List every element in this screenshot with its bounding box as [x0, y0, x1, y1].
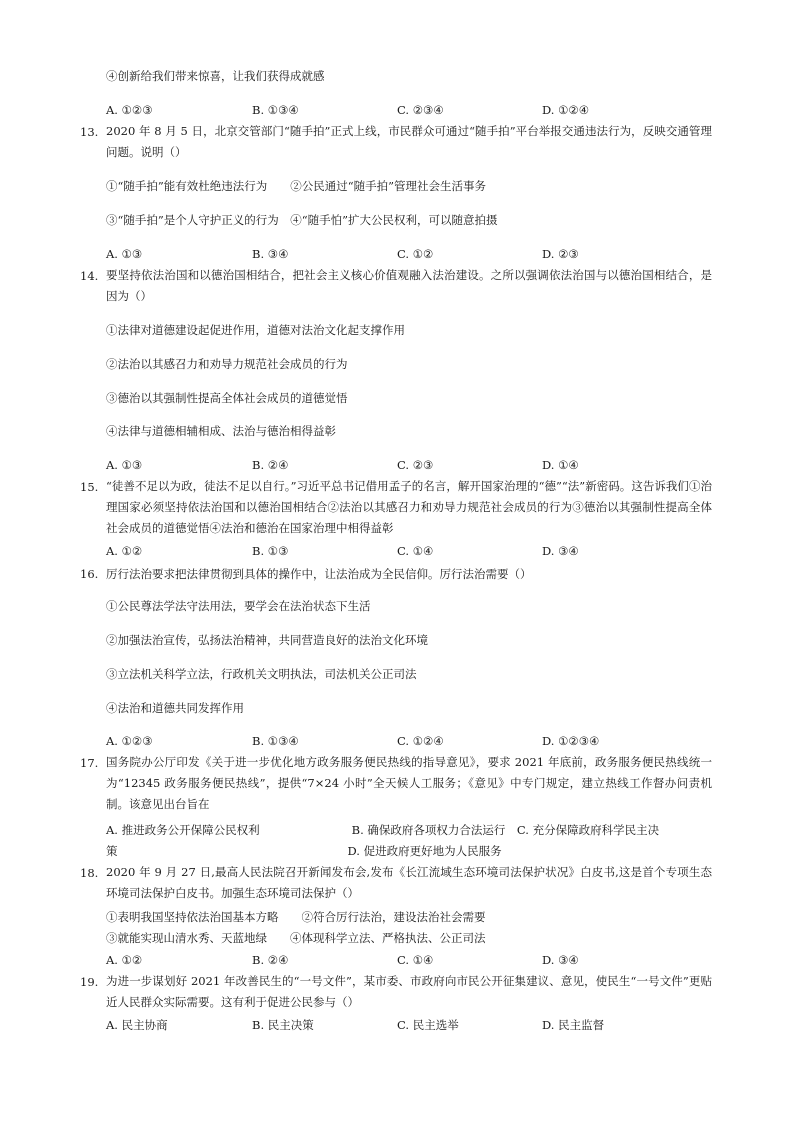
q16-item-4: ④法治和道德共同发挥作用: [106, 701, 244, 715]
q13-items-line-1: ①“随手拍”能有效杜绝违法行为 ②公民通过“随手拍”管理社会生活事务: [106, 179, 487, 193]
q13-stem: 2020 年 8 月 5 日，北京交管部门“随手拍”正式上线，市民群众可通过“随手拍”平台举报交通违法行为，反映交通管理问题。说明（）: [106, 124, 712, 159]
q19-option-b: B. 民主决策: [252, 1018, 314, 1032]
q16-number: 16.: [80, 567, 99, 581]
q14-item-4: ④法律与道德相辅相成、法治与德治相得益彰: [106, 424, 336, 438]
q16-option-a: A. ①②③: [106, 734, 153, 748]
q17-options-line-1: A. 推进政务公开保障公民权利 B. 确保政府各项权力合法运行 C. 充分保障政府科学民主决: [106, 823, 660, 837]
q13-options: [106, 246, 712, 262]
q17-number: 17.: [80, 756, 99, 770]
q12-options: [106, 102, 712, 118]
q16-option-d: D. ①②③④: [542, 734, 600, 748]
q13-number: 13.: [80, 125, 99, 139]
q18-option-b: B. ②④: [252, 953, 289, 967]
q19-options: [106, 1017, 712, 1033]
q13-option-a: A. ①③: [106, 247, 143, 261]
q14-option-a: A. ①③: [106, 458, 143, 472]
q17-options-line-2: 策 D. 促进政府更好地为人民服务: [106, 844, 502, 858]
q16-item-1: ①公民尊法学法守法用法，要学会在法治状态下生活: [106, 599, 371, 613]
q12-option-c: C. ②③④: [397, 103, 444, 117]
q14-options: [106, 457, 712, 473]
q14-item-3: ③德治以其强制性提高全体社会成员的道德觉悟: [106, 391, 348, 405]
q18-option-c: C. ①④: [397, 953, 434, 967]
q16-item-2: ②加强法治宣传，弘扬法治精神，共同营造良好的法治文化环境: [106, 633, 428, 647]
q13-items-line-2: ③“随手拍”是个人守护正义的行为 ④“随手怕”扩大公民权利，可以随意拍摄: [106, 213, 498, 227]
q17-stem: 国务院办公厅印发《关于进一步优化地方政务服务便民热线的指导意见》，要求 2021 年底前，政务服务便民热线统一为“12345 政务服务便民热线”，提供“7×24 小时”全天候人工服务；《意见》中专门规定，建立热线工作督办问责机制。该意见出台旨在: [106, 755, 712, 811]
q13-option-b: B. ③④: [252, 247, 289, 261]
q15-option-b: B. ①③: [252, 544, 289, 558]
q19-stem: 为进一步谋划好 2021 年改善民生的“一号文件”，某市委、市政府向市民公开征集建议、意见，使民生“一号文件”更贴近人民群众实际需要。这有利于促进公民参与（）: [106, 974, 712, 1009]
q14-item-2: ②法治以其感召力和劝导力规范社会成员的行为: [106, 357, 348, 371]
q18-items-line-1: ①表明我国坚持依法治国基本方略 ②符合厉行法治，建设法治社会需要: [106, 910, 486, 924]
q19-number: 19.: [80, 975, 99, 989]
q14-number: 14.: [80, 269, 99, 283]
q15-option-c: C. ①④: [397, 544, 434, 558]
q18-option-d: D. ③④: [542, 953, 579, 967]
q16-stem: 厉行法治要求把法律贯彻到具体的操作中，让法治成为全民信仰。厉行法治需要（）: [106, 567, 532, 581]
q15-option-d: D. ③④: [542, 544, 579, 558]
q12-item-4: ④创新给我们带来惊喜，让我们获得成就感: [106, 69, 325, 83]
q19-option-c: C. 民主选举: [397, 1018, 459, 1032]
q12-option-b: B. ①③④: [252, 103, 299, 117]
q16-item-3: ③立法机关科学立法，行政机关文明执法，司法机关公正司法: [106, 667, 417, 681]
q13-option-c: C. ①②: [397, 247, 434, 261]
q18-option-a: A. ①②: [106, 953, 143, 967]
q12-option-a: A. ①②③: [106, 103, 153, 117]
q16-option-b: B. ①③④: [252, 734, 299, 748]
q15-options: [106, 543, 712, 559]
q16-option-c: C. ①②④: [397, 734, 444, 748]
q19-option-a: A. 民主协商: [106, 1018, 168, 1032]
q12-option-d: D. ①②④: [542, 103, 590, 117]
q16-options: [106, 733, 712, 749]
q15-stem: “徒善不足以为政，徒法不足以自行。”习近平总书记借用孟子的名言，解开国家治理的“德”“法”新密码。这告诉我们①治理国家必须坚持依法治国和以德治国相结合②法治以其感召力和劝导力规范社会成员的行为③德治以其强制性提高全体社会成员的道德觉悟④法治和德治在国家治理中相得益彰: [106, 479, 712, 535]
q15-number: 15.: [80, 480, 99, 494]
q14-stem: 要坚持依法治国和以德治国相结合，把社会主义核心价值观融入法治建设。之所以强调依法治国与以德治国相结合，是因为（）: [106, 268, 712, 303]
q15-option-a: A. ①②: [106, 544, 143, 558]
q13-option-d: D. ②③: [542, 247, 579, 261]
q14-option-d: D. ①④: [542, 458, 579, 472]
q14-option-b: B. ②④: [252, 458, 289, 472]
q14-option-c: C. ②③: [397, 458, 434, 472]
q14-item-1: ①法律对道德建设起促进作用，道德对法治文化起支撑作用: [106, 323, 405, 337]
q18-stem: 2020 年 9 月 27 日,最高人民法院召开新闻发布会,发布《长江流域生态环境司法保护状况》白皮书,这是首个专项生态环境司法保护白皮书。加强生态环境司法保护（）: [106, 865, 712, 900]
q18-options: [106, 952, 712, 968]
q18-number: 18.: [80, 866, 99, 880]
q19-option-d: D. 民主监督: [542, 1018, 605, 1032]
q18-items-line-2: ③就能实现山清水秀、天蓝地绿 ④体现科学立法、严格执法、公正司法: [106, 931, 486, 945]
